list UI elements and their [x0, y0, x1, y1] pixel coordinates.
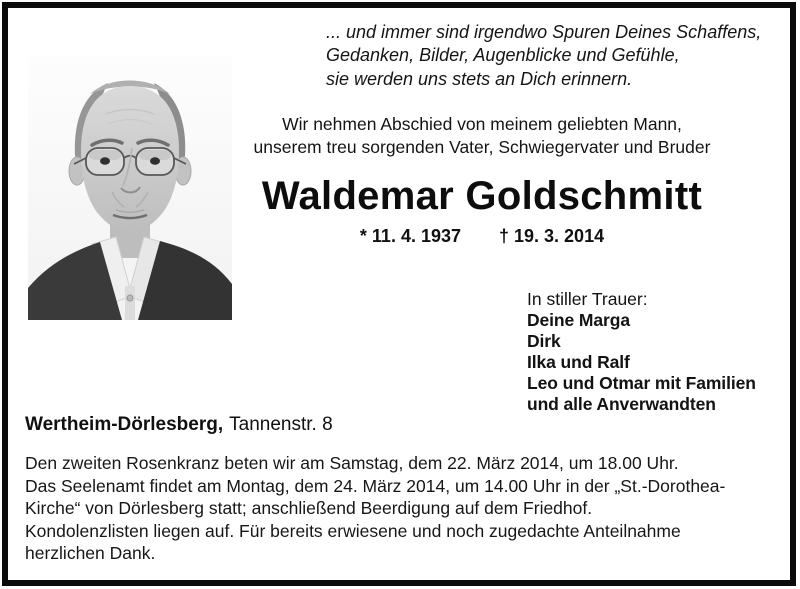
mourning-header: In stiller Trauer: — [527, 289, 648, 309]
mourner-name: Dirk — [527, 331, 561, 351]
intro-line: unserem treu sorgenden Vater, Schwiegervater und Bruder — [253, 137, 711, 157]
details-line: Kirche“ von Dörlesberg statt; anschließend Beerdigung auf dem Friedhof. — [25, 498, 593, 518]
deceased-name: Waldemar Goldschmitt — [261, 174, 703, 218]
intro-line: Wir nehmen Abschied von meinem geliebten Mann, — [282, 114, 682, 134]
mourner-name: Ilka und Ralf — [527, 352, 630, 372]
funeral-details — [25, 452, 789, 565]
address-city: Wertheim-Dörlesberg, — [25, 414, 224, 435]
details-line: herzlichen Dank. — [25, 543, 156, 563]
mourner-name: Deine Marga — [527, 310, 630, 330]
farewell-intro — [180, 113, 784, 159]
address-street: Tannenstr. 8 — [229, 414, 333, 435]
mourner-name: Leo und Otmar mit Familien — [527, 373, 756, 393]
death-date: † 19. 3. 2014 — [499, 226, 605, 246]
quote-line: Gedanken, Bilder, Augenblicke und Gefühle, — [326, 45, 680, 66]
birth-date: * 11. 4. 1937 — [359, 226, 461, 246]
quote-line: ... und immer sind irgendwo Spuren Deines Schaffens, — [326, 22, 762, 42]
details-line: Kondolenzlisten liegen auf. Für bereits erwiesene und noch zugedachte Anteilnahme — [25, 520, 681, 541]
life-dates — [180, 225, 784, 248]
address-line — [25, 413, 333, 436]
details-line: Das Seelenamt findet am Montag, dem 24. März 2014, um 14.00 Uhr in der „St.-Dorothea- — [25, 475, 726, 496]
announcement-block — [180, 113, 784, 248]
memorial-quote — [326, 21, 786, 91]
quote-line: sie werden uns stets an Dich erinnern. — [326, 68, 633, 89]
mourner-name: und alle Anverwandten — [527, 394, 716, 414]
mourners-block — [527, 288, 756, 415]
details-line: Den zweiten Rosenkranz beten wir am Samstag, dem 22. März 2014, um 18.00 Uhr. — [25, 453, 679, 473]
